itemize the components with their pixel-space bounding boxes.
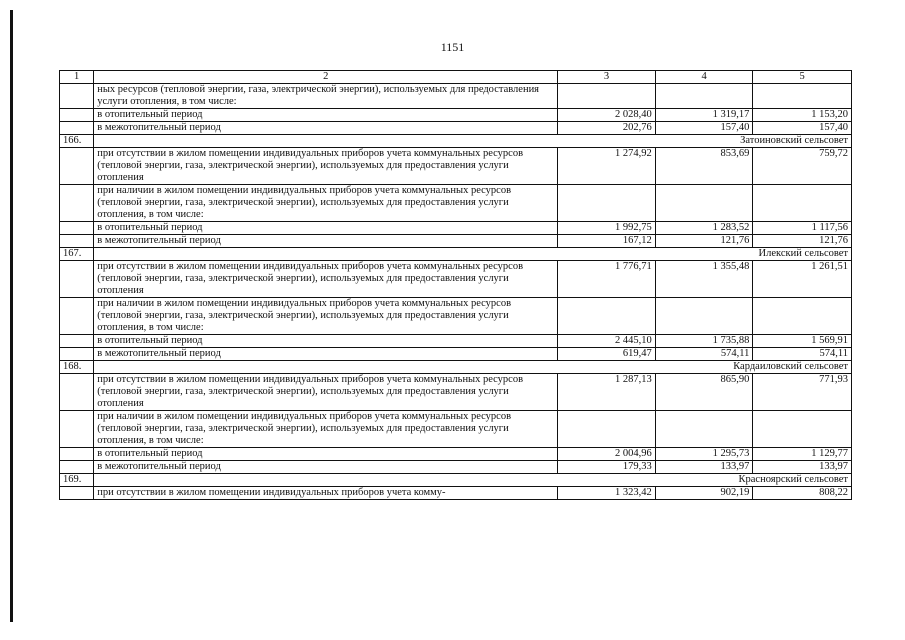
value-col-4: 133,97: [655, 461, 753, 474]
row-number-cell: [60, 122, 94, 135]
value-col-5: 1 129,77: [753, 448, 852, 461]
table-row: [60, 109, 852, 122]
section-row: [60, 135, 852, 148]
value-col-3: 619,47: [558, 348, 656, 361]
value-col-5: [753, 185, 852, 222]
value-col-4: 1 283,52: [655, 222, 753, 235]
row-number-cell: [60, 411, 94, 448]
header-cell: 5: [753, 71, 852, 84]
row-number-cell: [60, 448, 94, 461]
table-row: [60, 298, 852, 335]
value-col-5: 157,40: [753, 122, 852, 135]
row-description: в отопительный период: [94, 222, 558, 235]
value-col-5: [753, 298, 852, 335]
header-cell: 3: [558, 71, 656, 84]
row-description: при наличии в жилом помещении индивидуальных приборов учета коммунальных ресурсов (тепловой энергии, газа, электрической энергии), используемых для предоставления услуги отопления, в том числе:: [94, 411, 558, 448]
section-title: Затоиновский сельсовет: [94, 135, 852, 148]
section-row: [60, 474, 852, 487]
row-description: в межотопительный период: [94, 348, 558, 361]
row-number-cell: [60, 235, 94, 248]
table-row: [60, 148, 852, 185]
value-col-4: [655, 298, 753, 335]
table-row: [60, 487, 852, 500]
value-col-3: 1 274,92: [558, 148, 656, 185]
value-col-4: 1 319,17: [655, 109, 753, 122]
value-col-4: 853,69: [655, 148, 753, 185]
table-row: [60, 235, 852, 248]
section-number: 166.: [60, 135, 94, 148]
value-col-3: 1 287,13: [558, 374, 656, 411]
value-col-4: [655, 411, 753, 448]
value-col-4: 1 735,88: [655, 335, 753, 348]
table-row: [60, 122, 852, 135]
row-number-cell: [60, 109, 94, 122]
table-row: [60, 411, 852, 448]
value-col-3: 1 776,71: [558, 261, 656, 298]
value-col-3: 2 028,40: [558, 109, 656, 122]
section-number: 169.: [60, 474, 94, 487]
value-col-5: 771,93: [753, 374, 852, 411]
row-description: при отсутствии в жилом помещении индивидуальных приборов учета коммунальных ресурсов (тепловой энергии, газа, электрической энергии), используемых для предоставления услуги отопления: [94, 148, 558, 185]
value-col-3: 2 004,96: [558, 448, 656, 461]
value-col-5: 808,22: [753, 487, 852, 500]
value-col-4: 121,76: [655, 235, 753, 248]
value-col-4: [655, 185, 753, 222]
header-cell: 2: [94, 71, 558, 84]
value-col-5: 1 261,51: [753, 261, 852, 298]
value-col-5: 121,76: [753, 235, 852, 248]
value-col-4: 157,40: [655, 122, 753, 135]
value-col-3: 2 445,10: [558, 335, 656, 348]
row-description: в межотопительный период: [94, 461, 558, 474]
section-title: Илекский сельсовет: [94, 248, 852, 261]
tariff-table: [59, 70, 852, 500]
value-col-3: 202,76: [558, 122, 656, 135]
value-col-3: 179,33: [558, 461, 656, 474]
section-row: [60, 361, 852, 374]
row-number-cell: [60, 84, 94, 109]
row-description: в отопительный период: [94, 448, 558, 461]
table-row: [60, 185, 852, 222]
scan-edge-bar: [10, 10, 13, 622]
table-body: [60, 71, 852, 500]
row-description: в отопительный период: [94, 335, 558, 348]
table-row: [60, 348, 852, 361]
header-cell: 1: [60, 71, 94, 84]
section-number: 167.: [60, 248, 94, 261]
section-row: [60, 248, 852, 261]
table-row: [60, 261, 852, 298]
row-description: ных ресурсов (тепловой энергии, газа, электрической энергии), используемых для предоставления услуги отопления, в том числе:: [94, 84, 558, 109]
value-col-3: [558, 84, 656, 109]
value-col-5: 1 569,91: [753, 335, 852, 348]
value-col-5: [753, 84, 852, 109]
value-col-5: 574,11: [753, 348, 852, 361]
row-number-cell: [60, 374, 94, 411]
row-description: в межотопительный период: [94, 122, 558, 135]
value-col-5: 1 117,56: [753, 222, 852, 235]
row-number-cell: [60, 298, 94, 335]
row-description: при отсутствии в жилом помещении индивидуальных приборов учета коммунальных ресурсов (тепловой энергии, газа, электрической энергии), используемых для предоставления услуги отопления: [94, 374, 558, 411]
table-row: [60, 222, 852, 235]
value-col-5: [753, 411, 852, 448]
value-col-4: 865,90: [655, 374, 753, 411]
row-description: при наличии в жилом помещении индивидуальных приборов учета коммунальных ресурсов (тепловой энергии, газа, электрической энергии), используемых для предоставления услуги отопления, в том числе:: [94, 298, 558, 335]
row-description: при отсутствии в жилом помещении индивидуальных приборов учета коммунальных ресурсов (тепловой энергии, газа, электрической энергии), используемых для предоставления услуги отопления: [94, 261, 558, 298]
value-col-3: 167,12: [558, 235, 656, 248]
header-cell: 4: [655, 71, 753, 84]
table-row: [60, 374, 852, 411]
row-number-cell: [60, 148, 94, 185]
value-col-5: 133,97: [753, 461, 852, 474]
value-col-4: 574,11: [655, 348, 753, 361]
value-col-3: [558, 298, 656, 335]
header-row: [60, 71, 852, 84]
value-col-4: 1 295,73: [655, 448, 753, 461]
row-number-cell: [60, 348, 94, 361]
section-title: Красноярский сельсовет: [94, 474, 852, 487]
value-col-3: [558, 185, 656, 222]
row-number-cell: [60, 222, 94, 235]
value-col-4: 902,19: [655, 487, 753, 500]
section-title: Кардаиловский сельсовет: [94, 361, 852, 374]
row-description: в отопительный период: [94, 109, 558, 122]
row-number-cell: [60, 185, 94, 222]
row-description: при отсутствии в жилом помещении индивидуальных приборов учета комму-: [94, 487, 558, 500]
table-row: [60, 448, 852, 461]
table-row: [60, 461, 852, 474]
row-number-cell: [60, 335, 94, 348]
value-col-4: 1 355,48: [655, 261, 753, 298]
section-number: 168.: [60, 361, 94, 374]
row-description: в межотопительный период: [94, 235, 558, 248]
value-col-5: 759,72: [753, 148, 852, 185]
value-col-3: 1 323,42: [558, 487, 656, 500]
row-description: при наличии в жилом помещении индивидуальных приборов учета коммунальных ресурсов (тепловой энергии, газа, электрической энергии), используемых для предоставления услуги отопления, в том числе:: [94, 185, 558, 222]
value-col-3: [558, 411, 656, 448]
row-number-cell: [60, 487, 94, 500]
row-number-cell: [60, 461, 94, 474]
value-col-3: 1 992,75: [558, 222, 656, 235]
table-row: [60, 335, 852, 348]
table-row: [60, 84, 852, 109]
value-col-5: 1 153,20: [753, 109, 852, 122]
row-number-cell: [60, 261, 94, 298]
page-number: 1151: [440, 40, 465, 54]
value-col-4: [655, 84, 753, 109]
